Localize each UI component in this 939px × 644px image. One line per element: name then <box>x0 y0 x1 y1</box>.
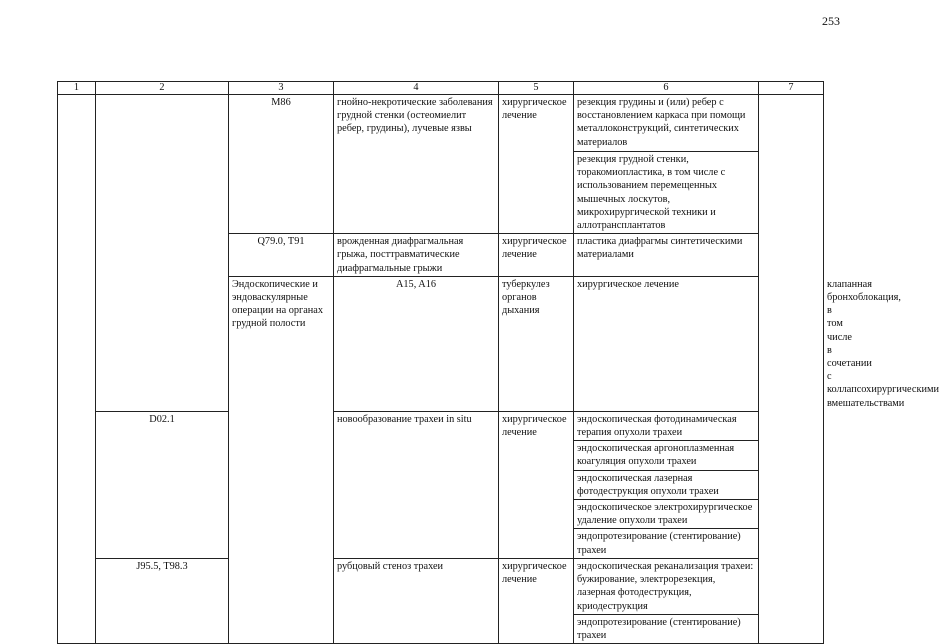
treatment-cell: хирургическое лечение <box>499 95 574 234</box>
condition-cell: рубцовый стеноз трахеи <box>334 558 499 643</box>
table-row <box>58 95 824 152</box>
table-row: Эндоскопические и эндоваскулярные операции на органах грудной полости A15, A16 туберкулез органов дыхания хирургическое лечение клапанная бронхоблокация, в том числе в сочетании с коллапсохирургическими вмешательствами <box>58 276 824 411</box>
method-cell: резекция грудины и (или) ребер с восстановлением каркаса при помощи металлоконструкций, синтетических материалов <box>574 95 759 152</box>
col1-cell <box>58 95 96 644</box>
condition-cell: новообразование трахеи in situ <box>334 411 499 558</box>
table-row <box>58 411 824 440</box>
table-row <box>58 558 824 614</box>
header-col-6: 6 <box>574 82 759 95</box>
treatment-cell: хирургическое лечение <box>574 276 759 411</box>
treatment-cell: хирургическое лечение <box>499 411 574 558</box>
code-cell: D02.1 <box>96 411 229 558</box>
treatment-cell: хирургическое лечение <box>499 558 574 643</box>
method-cell: эндоскопическая лазерная фотодеструкция опухоли трахеи <box>574 470 759 499</box>
method-cell: эндопротезирование (стентирование) трахеи <box>574 529 759 558</box>
code-cell: A15, A16 <box>334 276 499 411</box>
col7-cell <box>759 95 824 644</box>
page-number: 253 <box>822 14 840 28</box>
header-col-7: 7 <box>759 82 824 95</box>
condition-cell: гнойно-некротические заболевания грудной стенки (остеомиелит ребер, грудины), лучевые язвы <box>334 95 499 234</box>
code-cell: Q79.0, T91 <box>229 234 334 277</box>
code-cell: M86 <box>229 95 334 234</box>
condition-cell: туберкулез органов дыхания <box>499 276 574 411</box>
section-label-cell: Эндоскопические и эндоваскулярные операции на органах грудной полости <box>229 276 334 643</box>
method-cell: эндоскопическая аргоноплазменная коагуляция опухоли трахеи <box>574 441 759 470</box>
header-col-2: 2 <box>96 82 229 95</box>
method-cell: резекция грудной стенки, торакомиопластика, в том числе с использованием перемещенных мышечных лоскутов, микрохирургической техники и аллотрансплантатов <box>574 152 759 234</box>
method-cell: эндопротезирование (стентирование) трахеи <box>574 614 759 643</box>
medical-procedures-table <box>57 81 939 644</box>
condition-cell: врожденная диафрагмальная грыжа, посттравматические диафрагмальные грыжи <box>334 234 499 277</box>
header-col-3: 3 <box>229 82 334 95</box>
method-cell: эндоскопическая реканализация трахеи: бужирование, электрорезекция, лазерная фотодеструкция, криодеструкция <box>574 558 759 614</box>
code-cell: J95.5, T98.3 <box>96 558 229 643</box>
method-cell: пластика диафрагмы синтетическими материалами <box>574 234 759 277</box>
treatment-cell: хирургическое лечение <box>499 234 574 277</box>
header-col-1: 1 <box>58 82 96 95</box>
header-col-4: 4 <box>334 82 499 95</box>
method-cell: эндоскопическая фотодинамическая терапия опухоли трахеи <box>574 411 759 440</box>
header-row <box>58 82 824 95</box>
header-col-5: 5 <box>499 82 574 95</box>
method-cell: эндоскопическое электрохирургическое удаление опухоли трахеи <box>574 500 759 529</box>
col2-cell-empty <box>96 95 229 412</box>
